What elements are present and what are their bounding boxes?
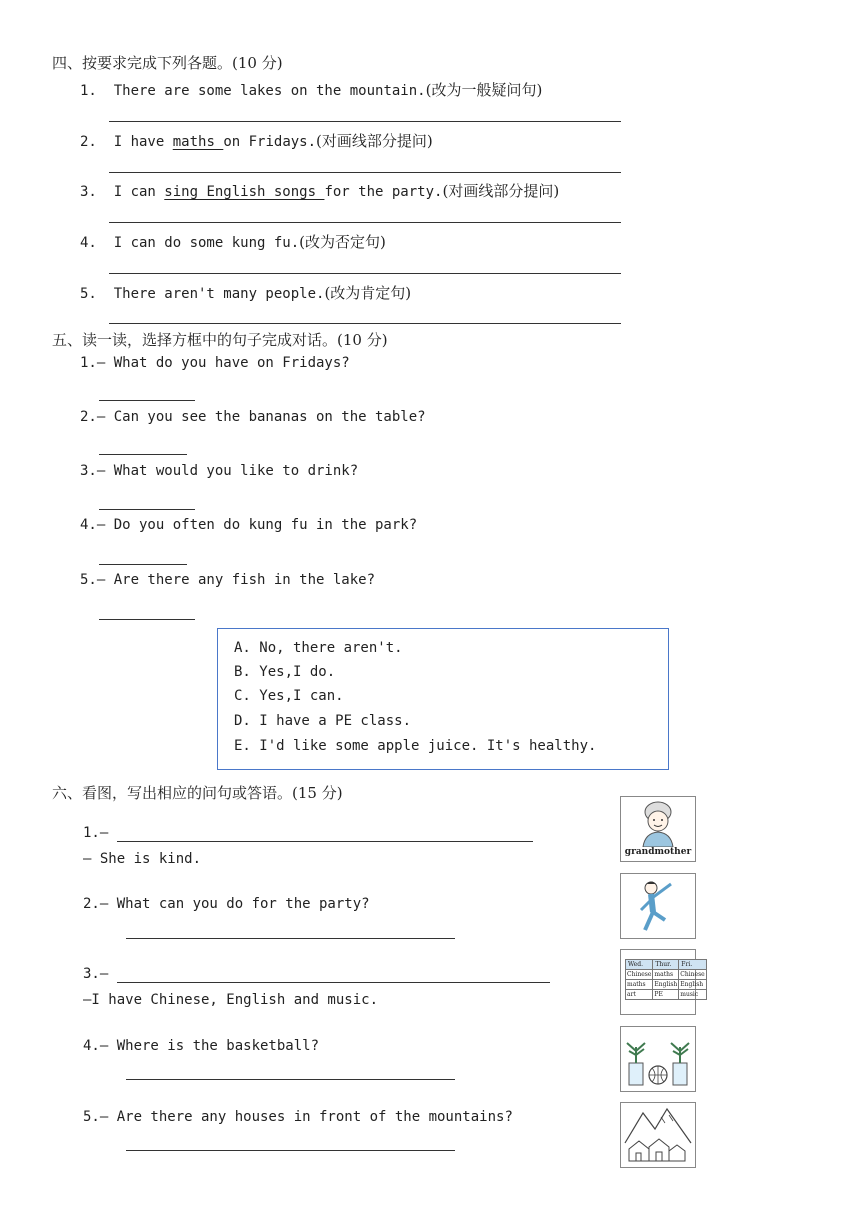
option-a: A. No, there aren't. — [234, 640, 403, 656]
s5-question-2: 2.— Can you see the bananas on the table? — [80, 409, 426, 425]
option-d: D. I have a PE class. — [234, 713, 412, 729]
s6-answer-line-1[interactable] — [117, 841, 533, 842]
s4-question-1: 1. There are some lakes on the mountain.(改为一般疑问句) — [80, 81, 543, 99]
timetable: Wed. Thur. Fri. Chinese maths Chinese maths English English art PE music — [627, 961, 705, 998]
grandmother-picture — [620, 796, 696, 862]
option-b: B. Yes,I do. — [234, 664, 336, 680]
s5-answer-line-1[interactable] — [99, 400, 195, 401]
s6-answer-3: —I have Chinese, English and music. — [83, 992, 379, 1008]
s4-question-5: 5. There aren't many people.(改为肯定句) — [80, 284, 412, 302]
s4-answer-line-1[interactable] — [109, 121, 621, 122]
s5-answer-line-5[interactable] — [99, 619, 195, 620]
s6-question-4: 4.— Where is the basketball? — [83, 1038, 320, 1054]
timetable-picture — [620, 949, 705, 1015]
s4-answer-line-2[interactable] — [109, 172, 621, 173]
s6-answer-line-3[interactable] — [117, 982, 550, 983]
s4-answer-line-3[interactable] — [109, 222, 621, 223]
s6-question-2: 2.— What can you do for the party? — [83, 896, 370, 912]
mountains-houses-icon — [621, 1103, 695, 1167]
s4-answer-line-5[interactable] — [109, 323, 621, 324]
option-e: E. I'd like some apple juice. It's healthy. — [234, 738, 597, 754]
s4-question-4: 4. I can do some kung fu.(改为否定句) — [80, 233, 386, 251]
grandmother-icon — [621, 797, 695, 847]
s5-question-3: 3.— What would you like to drink? — [80, 463, 359, 479]
option-c: C. Yes,I can. — [234, 688, 344, 704]
section-6-heading: 六、看图，写出相应的问句或答语。(15 分) — [52, 784, 343, 802]
mountains-picture — [620, 1102, 696, 1168]
section-5-heading: 五、读一读，选择方框中的句子完成对话。(10 分) — [52, 331, 388, 349]
s5-answer-line-2[interactable] — [99, 454, 187, 455]
section-4-heading: 四、按要求完成下列各题。(10 分) — [52, 54, 283, 72]
s5-answer-line-3[interactable] — [99, 509, 195, 510]
s6-question-1: 1.— — [83, 825, 109, 841]
options-box — [217, 628, 669, 770]
s4-question-3: 3. I can sing English songs for the party.(对画线部分提问) — [80, 182, 560, 200]
s4-answer-line-4[interactable] — [109, 273, 621, 274]
plants-and-basketball-icon — [621, 1027, 695, 1091]
s6-question-3: 3.— — [83, 966, 109, 982]
s6-question-5: 5.— Are there any houses in front of the mountains? — [83, 1109, 513, 1125]
s6-answer-line-2[interactable] — [126, 938, 455, 939]
kung-fu-picture — [620, 873, 696, 939]
s6-answer-line-5[interactable] — [126, 1150, 455, 1151]
s5-answer-line-4[interactable] — [99, 564, 187, 565]
grandmother-caption: grandmother — [624, 847, 692, 857]
s5-question-4: 4.— Do you often do kung fu in the park? — [80, 517, 418, 533]
kung-fu-boy-icon — [621, 874, 695, 938]
s5-question-5: 5.— Are there any fish in the lake? — [80, 572, 376, 588]
s5-question-1: 1.— What do you have on Fridays? — [80, 355, 350, 371]
basketball-picture — [620, 1026, 696, 1092]
s6-answer-line-4[interactable] — [126, 1079, 455, 1080]
s4-question-2: 2. I have maths on Fridays.(对画线部分提问) — [80, 132, 433, 150]
s6-answer-1: — She is kind. — [83, 851, 202, 867]
